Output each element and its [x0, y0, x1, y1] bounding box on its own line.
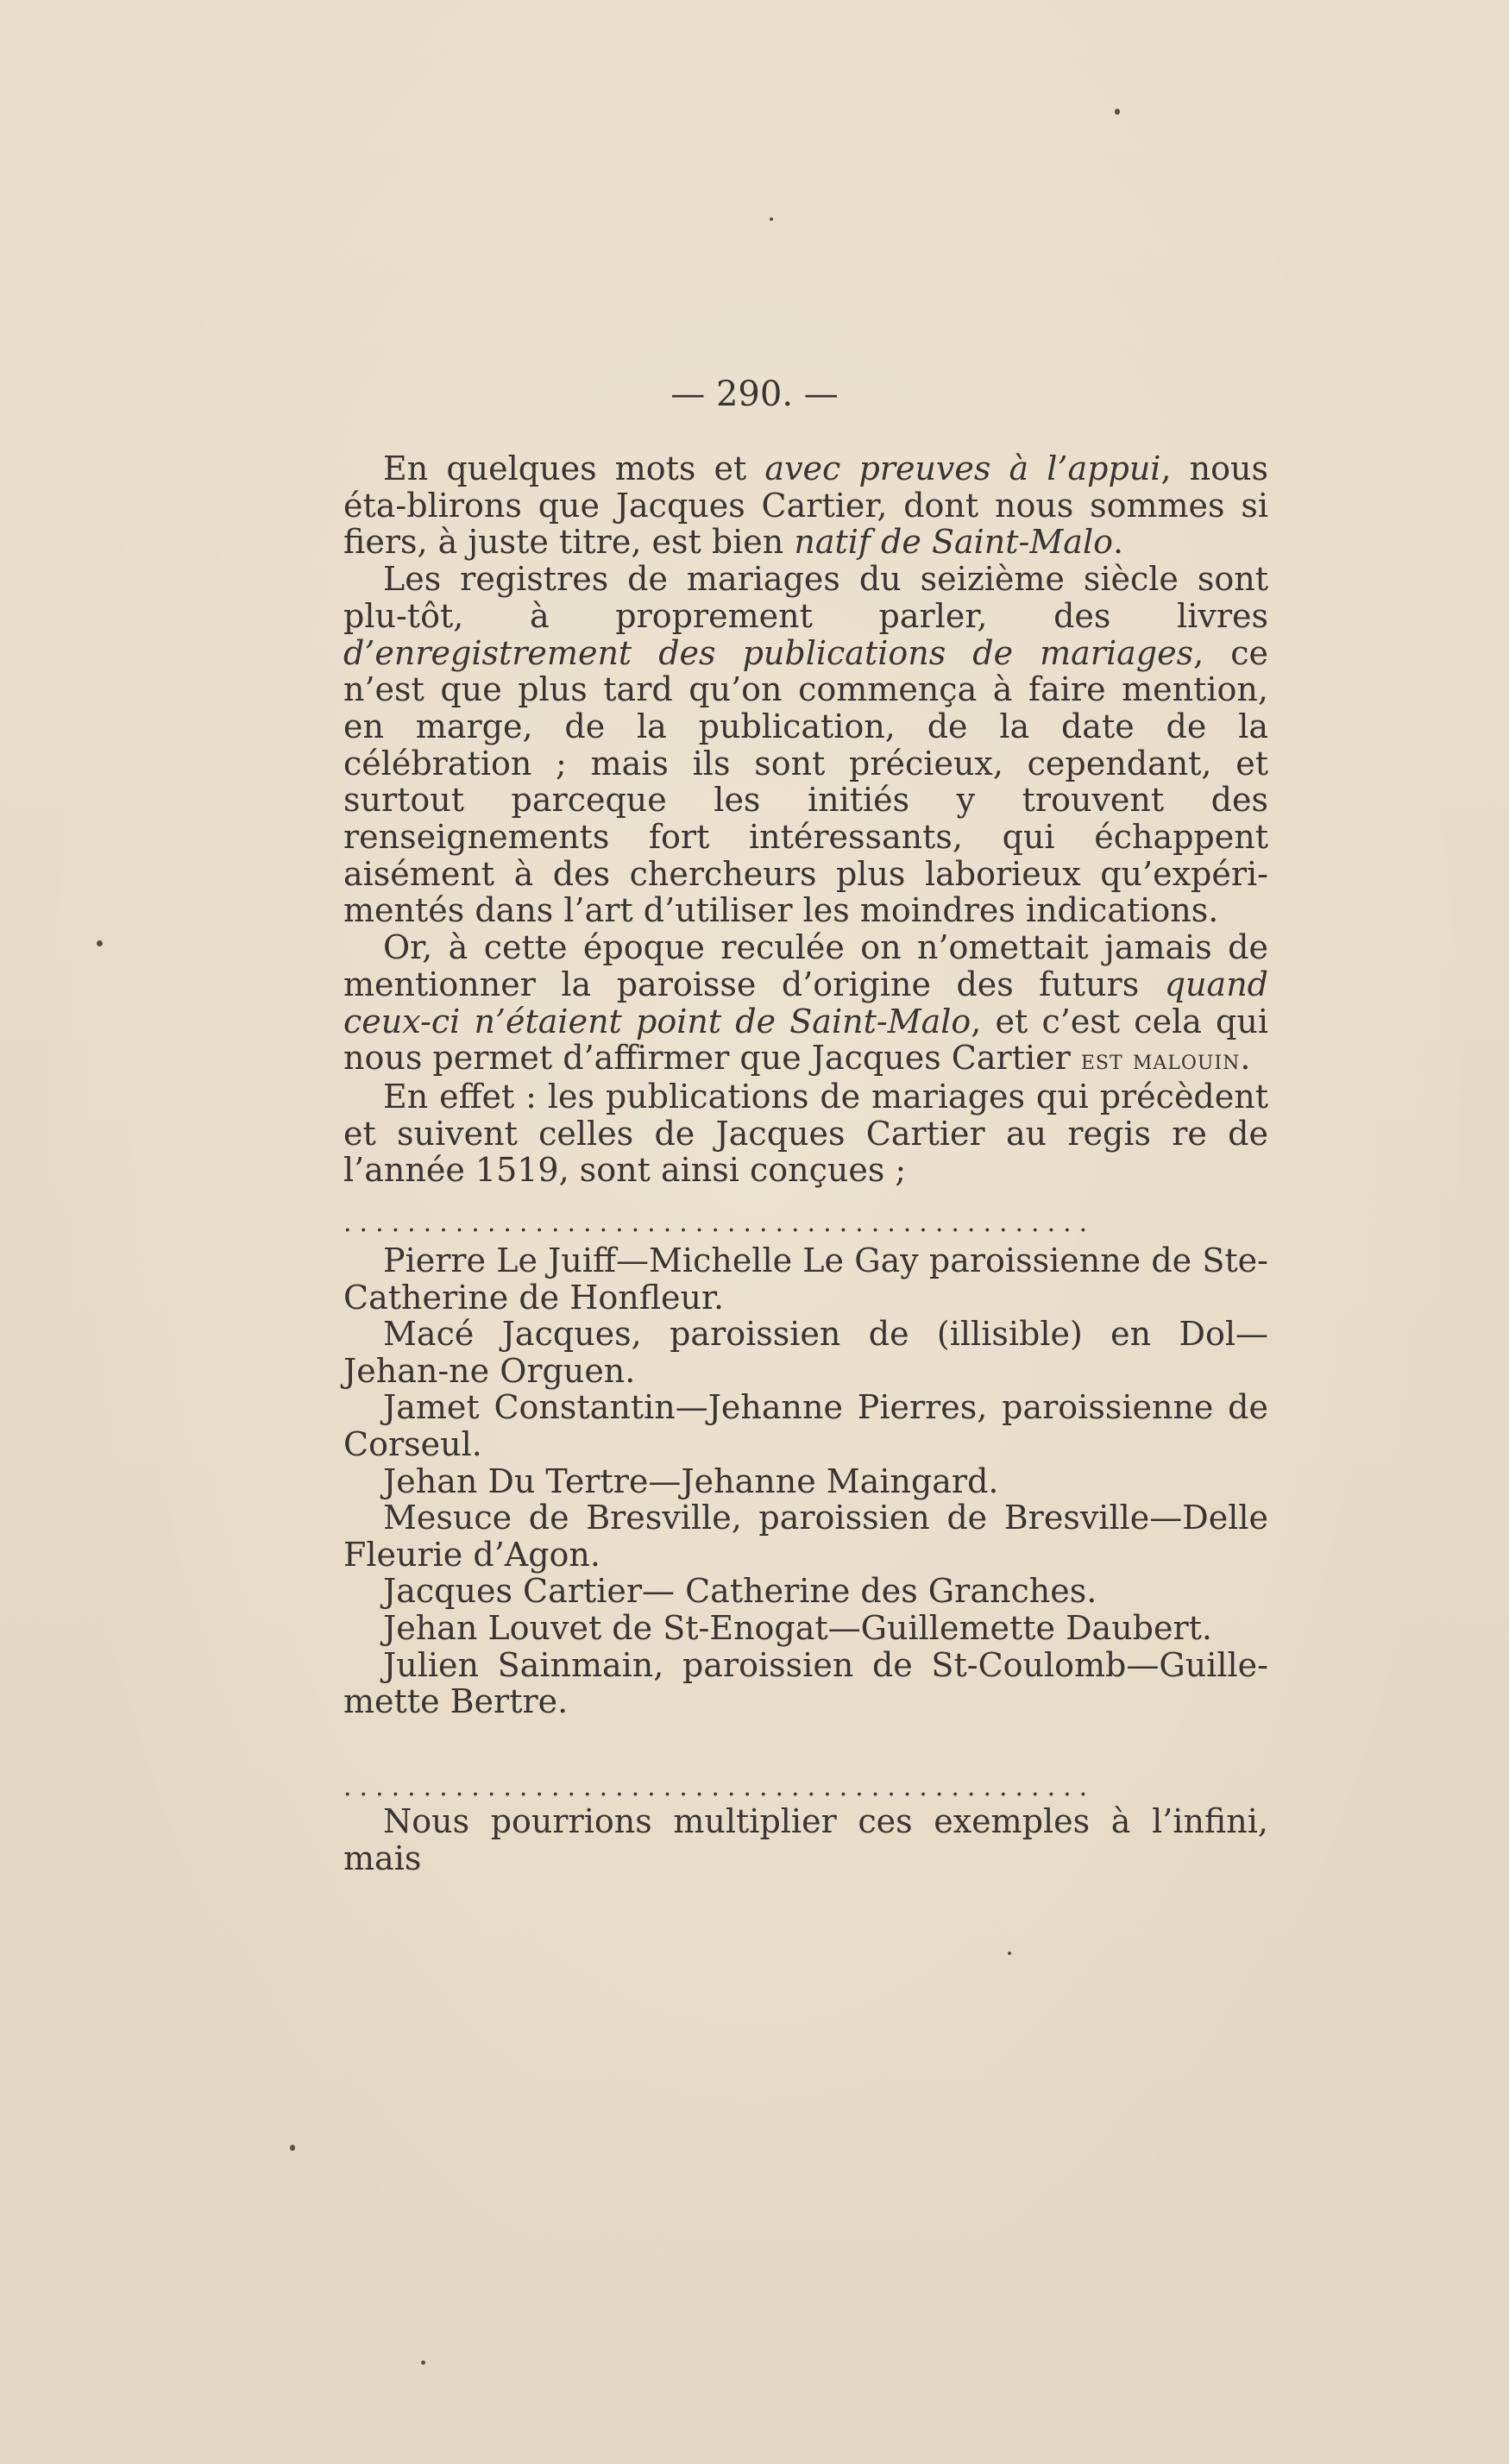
paper-speck: [97, 940, 103, 946]
record-1: Pierre Le Juiff—Michelle Le Gay paroissienne de Ste-Catherine de Honfleur.: [343, 1241, 1268, 1317]
paragraph-4: En effet : les publications de mariages qui précèdent et suivent celles de Jacques Cartier au regis re de l’année 1519, sont ainsi conçues ;: [343, 1077, 1268, 1190]
paper-speck: [1008, 1952, 1011, 1955]
record-6: Jacques Cartier— Catherine des Granches.: [383, 1572, 1097, 1611]
paragraph-1: En quelques mots et avec preuves à l’appui, nous éta-blirons que Jacques Cartier, dont nous sommes si fiers, à juste titre, est bien natif de Saint-Malo.: [343, 449, 1268, 562]
marriage-records: [343, 1242, 1268, 1720]
paper-speck: [770, 217, 773, 221]
dot-leader-bottom: ...............................................: [343, 1772, 1096, 1802]
paragraph-2: Les registres de mariages du seizième siècle sont plu-tôt, à proprement parler, des livres d’enregistrement des publications de mariages, ce n’est que plus tard qu’on commença à faire mention, en marge, de la publication, de la date de la célébration ; mais ils sont précieux, cependant, et surtout parceque les initiés y trouvent des renseignements fort intéressants, qui échappent aisément à des chercheurs plus laborieux qu’expéri-mentés dans l’art d’utiliser les moindres indications.: [343, 560, 1268, 930]
record-2: Macé Jacques, paroissien de (illisible) en Dol—Jehan-ne Orguen.: [343, 1315, 1268, 1390]
closing-line: Nous pourrions multiplier ces exemples à l’infini, mais: [343, 1802, 1268, 1877]
page-number: — 290. —: [670, 374, 839, 414]
paper-speck: [421, 2360, 425, 2365]
closing-text: [343, 1803, 1268, 1876]
record-5: Mesuce de Bresville, paroissien de Bresville—Delle Fleurie d’Agon.: [343, 1499, 1268, 1574]
record-8: Julien Sainmain, paroissien de St-Coulomb—Guille-mette Bertre.: [343, 1645, 1268, 1721]
main-text: [343, 450, 1268, 1189]
record-3: Jamet Constantin—Jehanne Pierres, paroissienne de Corseul.: [343, 1388, 1268, 1463]
record-7: Jehan Louvet de St-Enogat—Guillemette Daubert.: [383, 1608, 1213, 1647]
paper-speck: [290, 2145, 295, 2151]
dot-leader-top: ...............................................: [343, 1208, 1096, 1238]
paper-speck: [1115, 109, 1120, 115]
paragraph-3: Or, à cette époque reculée on n’omettait jamais de mentionner la paroisse d’origine des futurs quand ceux-ci n’étaient point de Saint-Malo, et c’est cela qui nous permet d’affirmer que Jacques Cartier est malouin.: [343, 928, 1269, 1078]
record-4: Jehan Du Tertre—Jehanne Maingard.: [383, 1461, 999, 1500]
